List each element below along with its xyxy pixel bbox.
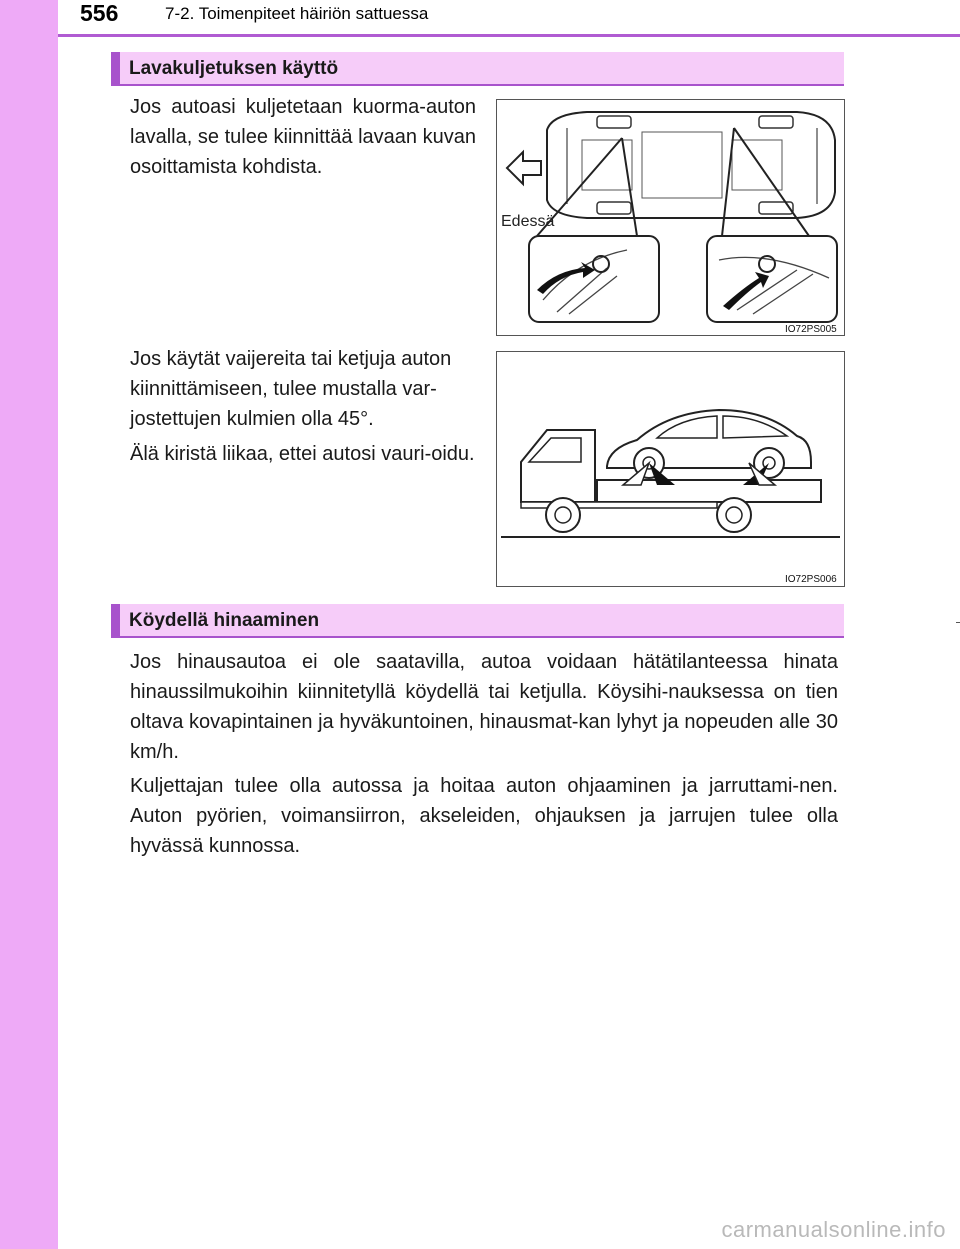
front-left-wheel: [597, 116, 631, 128]
rear-right-wheel: [759, 202, 793, 214]
front-right-wheel: [597, 202, 631, 214]
rear-detail-panel: [707, 236, 837, 322]
tie-down-diagram: [497, 100, 844, 335]
floor-pan: [642, 132, 722, 198]
margin-tick: [956, 622, 960, 623]
figure-code-1: IO72PS005: [785, 324, 837, 335]
front-label: Edessä: [501, 213, 555, 230]
rear-left-wheel: [759, 116, 793, 128]
rear-floor: [732, 140, 782, 190]
engine-bay: [582, 140, 632, 190]
rope-towing-paragraph-1: Jos hinausautoa ei ole saatavilla, autoa voidaan hätätilanteessa hinata hinaussilmukoihin kiinnitetyllä köydellä tai ketjulla. Köysihi-nauksessa on tien oltava kovapintainen ja hyväkuntoinen, hinausmat-kan lyhyt ja nopeuden alle 30 km/h.: [130, 651, 838, 763]
figure-tie-down-points: [496, 99, 845, 336]
rope-towing-paragraph-2: Kuljettajan tulee olla autossa ja hoitaa auton ohjaaminen ja jarruttami-nen. Auton pyörien, voimansiirron, akseleiden, ohjauksen ja jarrujen tulee olla hyvässä kunnossa.: [130, 775, 838, 857]
chapter-title: 7-2. Toimenpiteet häiriön sattuessa: [165, 4, 429, 23]
rear-leader-lines: [722, 128, 809, 236]
figure-code-2: IO72PS006: [785, 574, 837, 585]
section-heading-flatbed: Lavakuljetuksen käyttö: [111, 52, 844, 86]
watermark: carmanualsonline.info: [721, 1217, 946, 1242]
figure-flatbed-truck: [496, 351, 845, 587]
flatbed-truck-diagram: [497, 352, 844, 586]
page-number: 556: [80, 0, 119, 26]
flatbed-tighten-paragraph: Älä kiristä liikaa, ettei autosi vauri-oidu.: [130, 443, 475, 465]
front-direction-arrow: [507, 152, 541, 184]
flatbed-angle-paragraph: Jos käytät vaijereita tai ketjuja auton kiinnittämiseen, tulee mustalla var-jostettujen kulmien olla 45°.: [130, 348, 452, 430]
section-heading-rope-towing: Köydellä hinaaminen: [111, 604, 844, 638]
side-tab-bar: [0, 0, 58, 1249]
flatbed-intro-paragraph: Jos autoasi kuljetetaan kuorma-auton lavalla, se tulee kiinnittää lavaan kuvan osoittamista kohdista.: [130, 96, 476, 178]
